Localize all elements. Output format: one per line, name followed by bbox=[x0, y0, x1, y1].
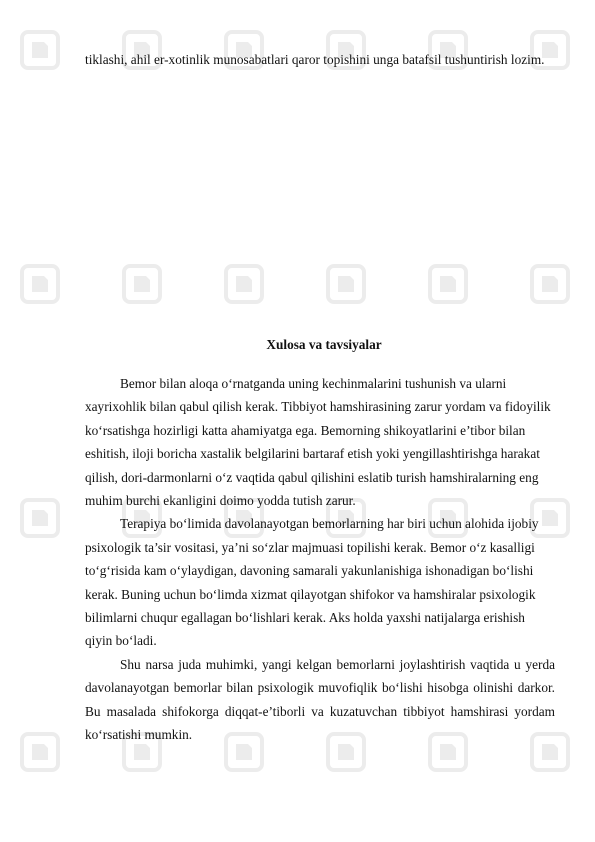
intro-text-block bbox=[85, 48, 555, 71]
document-watermark-icon bbox=[426, 262, 470, 306]
main-text-block bbox=[85, 372, 555, 747]
intro-paragraph: tiklashi, ahil er-xotinlik munosabatlari qaror topishini unga batafsil tushuntirish lozim. bbox=[85, 52, 545, 67]
paragraph-2: Terapiya bo‘limida davolanayotgan bemorlarning har biri uchun alohida ijobiy psixologik ta’sir vositasi, ya’ni so‘zlar majmuasi topilishi kerak. Bemor o‘z kasalligi to‘g‘risida kam o‘ylaydigan, davoning samarali yakunlanishiga ishonadigan bo‘lishi kerak. Buning uchun bo‘limda xizmat qilayotgan shifokor va hamshiralar psixologik bilimlarni chuqur egallagan bo‘lishlari kerak. Aks holda yaxshi natijalarga erishish qiyin bo‘ladi. bbox=[85, 516, 539, 649]
document-watermark-icon bbox=[18, 262, 62, 306]
document-watermark-icon bbox=[324, 262, 368, 306]
paragraph-3: Shu narsa juda muhimki, yangi kelgan bemorlarni joylashtirish vaqtida u yerda davolanayotgan bemorlar bilan psixologik muvofiqlik bo‘lishi hisobga olinishi darkor. Bu masalada shifokorga diqqat-e’tiborli va kuzatuvchan tibbiyot hamshirasi yordam ko‘rsatishi mumkin. bbox=[85, 656, 555, 743]
document-watermark-icon bbox=[528, 262, 572, 306]
document-watermark-icon bbox=[18, 28, 62, 72]
section-heading: Xulosa va tavsiyalar bbox=[266, 337, 382, 352]
document-watermark-icon bbox=[18, 730, 62, 774]
document-watermark-icon bbox=[222, 262, 266, 306]
document-watermark-icon bbox=[120, 262, 164, 306]
document-watermark-icon bbox=[18, 496, 62, 540]
paragraph-1: Bemor bilan aloqa o‘rnatganda uning kechinmalarini tushunish va ularni xayrixohlik bilan qabul qilish kerak. Tibbiyot hamshirasining zarur yordam va fidoyilik ko‘rsatishga hozirligi katta ahamiyatga ega. Bemorning shikoyatlarini e’tibor bilan eshitish, iloji boricha xastalik belgilarini bartaraf etish yoki yengillashtirishga harakat qilish, dori-darmonlarni o‘z vaqtida qabul qilishini eslatib turish hamshiralarning eng muhim burchi ekanligini doimo yodda tutish zarur. bbox=[85, 376, 551, 509]
